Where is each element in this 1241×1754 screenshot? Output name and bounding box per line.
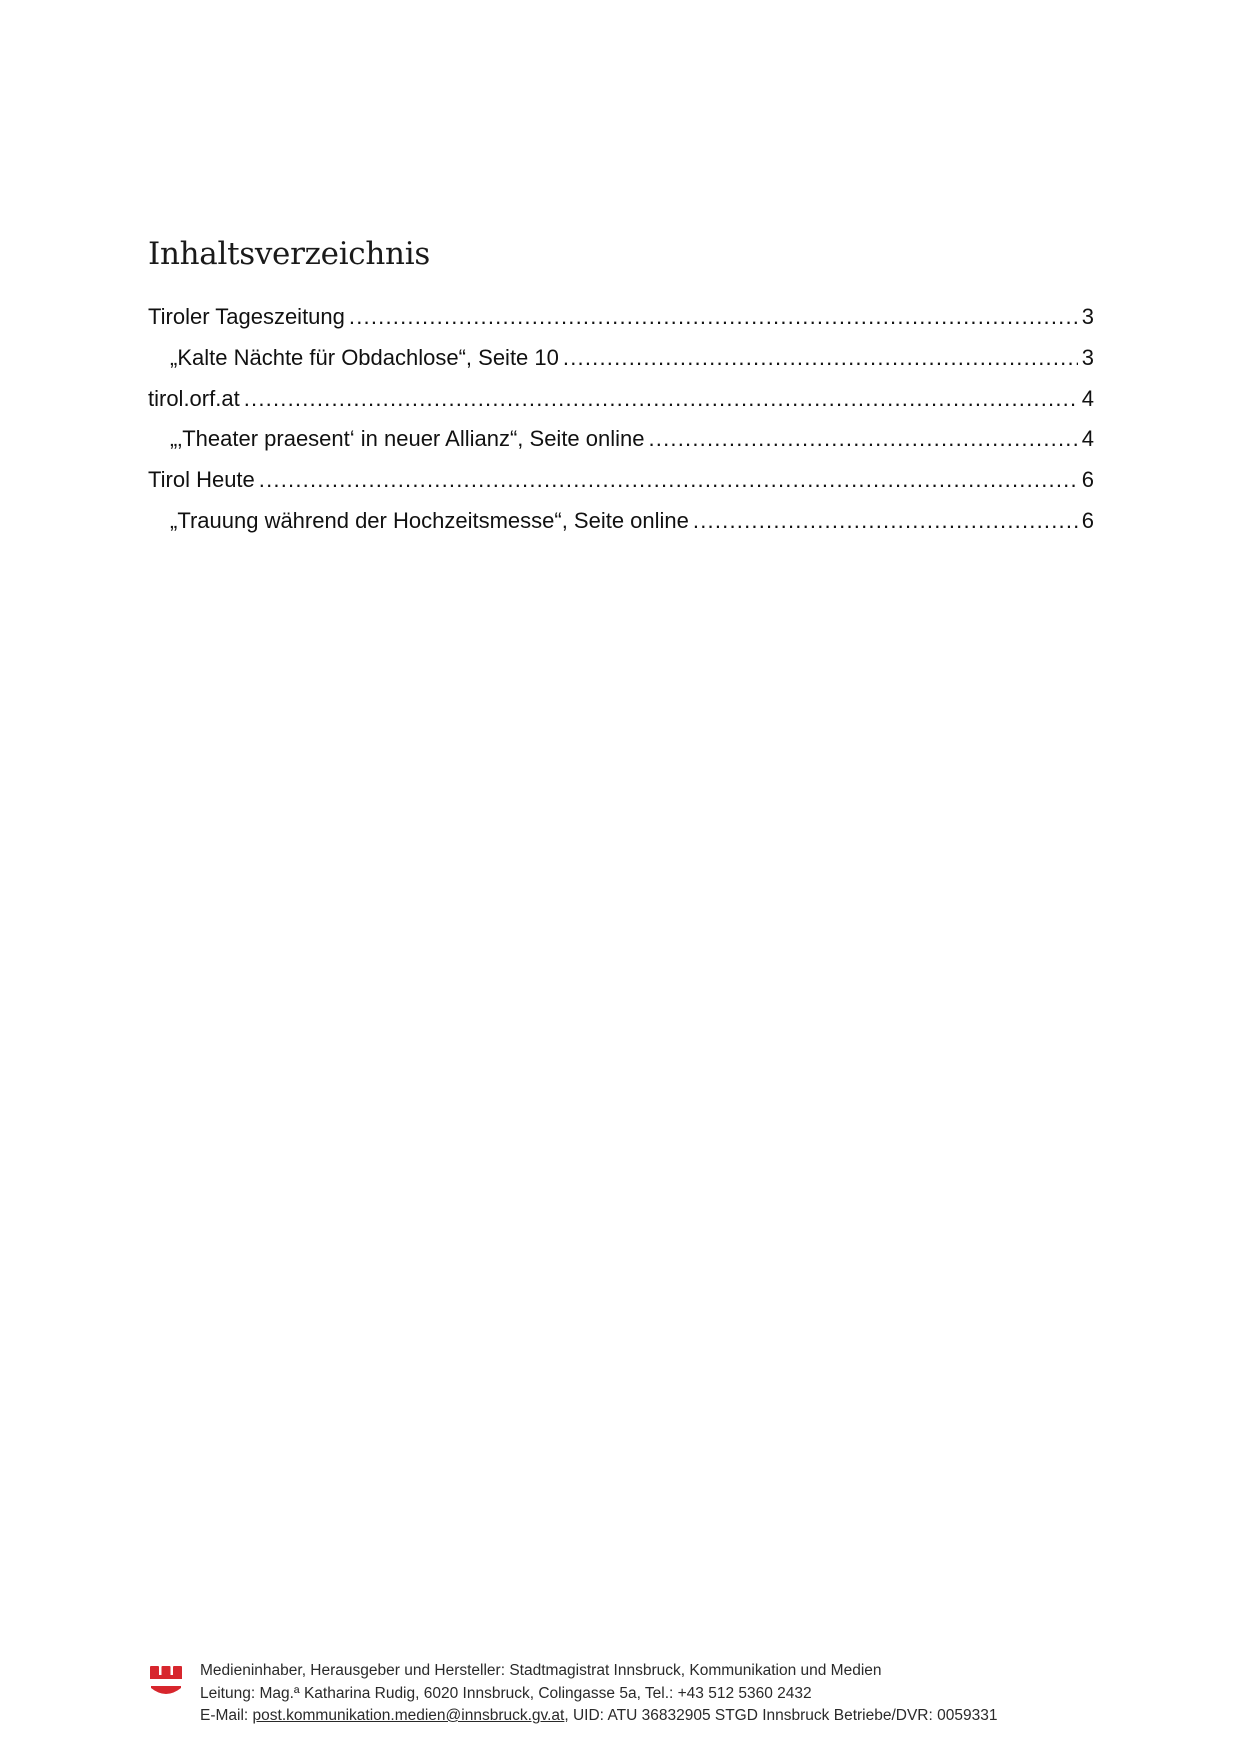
- toc-entry[interactable]: [148, 467, 1094, 508]
- toc-entry-page[interactable]: 4: [1081, 385, 1094, 411]
- toc-title: Inhaltsverzeichnis: [148, 236, 430, 272]
- toc-entry-page[interactable]: 3: [1081, 304, 1094, 329]
- imprint-uid: , UID: ATU 36832905 STGD Innsbruck Betriebe/DVR: 0059331: [564, 1707, 998, 1724]
- toc-entry-page[interactable]: 6: [1081, 467, 1094, 493]
- toc-entry[interactable]: [148, 304, 1094, 345]
- toc-entry[interactable]: [148, 426, 1094, 467]
- imprint-email-prefix: E-Mail:: [200, 1707, 253, 1724]
- toc-entry[interactable]: [148, 508, 1094, 549]
- toc-entry-page[interactable]: 4: [1081, 426, 1094, 452]
- toc-leader-dots: [349, 304, 1078, 330]
- toc-entry[interactable]: [148, 386, 1094, 427]
- toc-entry[interactable]: [148, 345, 1094, 386]
- innsbruck-logo-icon: [150, 1664, 182, 1704]
- toc-entry-label[interactable]: tirol.orf.at: [148, 385, 240, 411]
- imprint-line: Medieninhaber, Herausgeber und Hersteller: Stadtmagistrat Innsbruck, Kommunikation und Medien: [200, 1662, 882, 1679]
- imprint-line: Leitung: Mag.ª Katharina Rudig, 6020 Innsbruck, Colingasse 5a, Tel.: +43 512 5360 2432: [200, 1684, 812, 1702]
- toc-leader-dots: [563, 345, 1078, 371]
- toc-entry-label[interactable]: „Trauung während der Hochzeitsmesse“, Seite online: [170, 507, 689, 533]
- toc-entry-label[interactable]: Tiroler Tageszeitung: [148, 304, 345, 329]
- toc-entry-label[interactable]: „‚Theater praesent‘ in neuer Allianz“, Seite online: [170, 426, 645, 452]
- toc-leader-dots: [244, 386, 1078, 412]
- imprint-text: [200, 1660, 997, 1728]
- toc-leader-dots: [649, 426, 1078, 452]
- table-of-contents: [148, 304, 1094, 549]
- toc-entry-label[interactable]: Tirol Heute: [148, 467, 255, 493]
- toc-entry-page[interactable]: 6: [1081, 507, 1094, 533]
- imprint-line: [200, 1705, 997, 1728]
- email-link[interactable]: post.kommunikation.medien@innsbruck.gv.at: [252, 1707, 565, 1724]
- toc-entry-page[interactable]: 3: [1081, 344, 1094, 370]
- toc-leader-dots: [259, 467, 1078, 493]
- toc-leader-dots: [693, 508, 1078, 534]
- toc-entry-label[interactable]: „Kalte Nächte für Obdachlose“, Seite 10: [170, 344, 559, 370]
